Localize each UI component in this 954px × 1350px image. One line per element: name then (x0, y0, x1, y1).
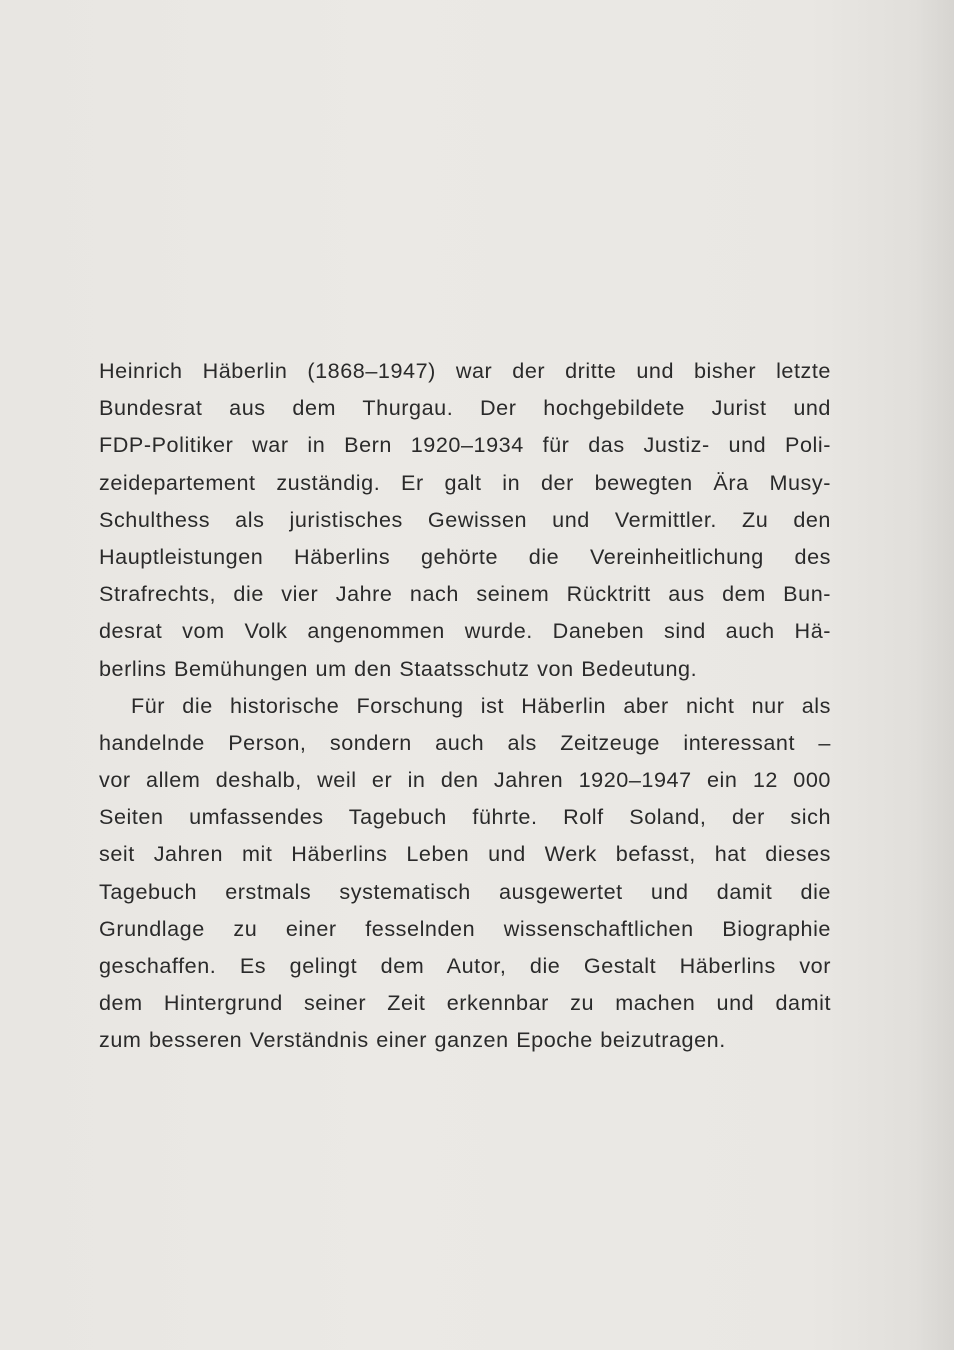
blurb-line: geschaffen. Es gelingt dem Autor, die Gestalt Häberlins vor (99, 953, 831, 978)
blurb-line: Grundlage zu einer fesselnden wissenschaftlichen Biographie (99, 915, 831, 941)
blurb-line: Für die historische Forschung ist Häberlin aber nicht nur als (131, 692, 831, 718)
blurb-line: berlins Bemühungen um den Staatsschutz von Bedeutung. (99, 655, 698, 681)
blurb-line: seit Jahren mit Häberlins Leben und Werk befasst, hat dieses (99, 841, 831, 867)
blurb-line: handelnde Person, sondern auch als Zeitzeuge interessant – (99, 729, 831, 755)
blurb-line: dem Hintergrund seiner Zeit erkennbar zu machen und damit (99, 990, 831, 1016)
blurb-line: Strafrechts, die vier Jahre nach seinem Rücktritt aus dem Bun- (99, 581, 831, 607)
blurb-line: Schulthess als juristisches Gewissen und Vermittler. Zu den (99, 506, 831, 532)
blurb-line: Seiten umfassendes Tagebuch führte. Rolf Soland, der sich (99, 804, 831, 830)
blurb-line: Hauptleistungen Häberlins gehörte die Vereinheitlichung des (99, 543, 831, 569)
blurb-line: zum besseren Verständnis einer ganzen Epoche beizutragen. (99, 1027, 726, 1053)
blurb-line: Bundesrat aus dem Thurgau. Der hochgebildete Jurist und (99, 395, 831, 421)
blurb-line: FDP-Politiker war in Bern 1920–1934 für das Justiz- und Poli- (99, 432, 831, 458)
cover-edge-shadow (914, 0, 954, 1350)
blurb-line: zeidepartement zuständig. Er galt in der bewegten Ära Musy- (99, 469, 831, 495)
blurb-line: Heinrich Häberlin (1868–1947) war der dritte und bisher letzte (99, 358, 831, 383)
blurb-line: vor allem deshalb, weil er in den Jahren 1920–1947 ein 12 000 (99, 767, 831, 793)
blurb-text (99, 352, 831, 1059)
blurb-line: Tagebuch erstmals systematisch ausgewertet und damit die (99, 878, 831, 904)
blurb-line: desrat vom Volk angenommen wurde. Daneben sind auch Hä- (99, 618, 831, 644)
